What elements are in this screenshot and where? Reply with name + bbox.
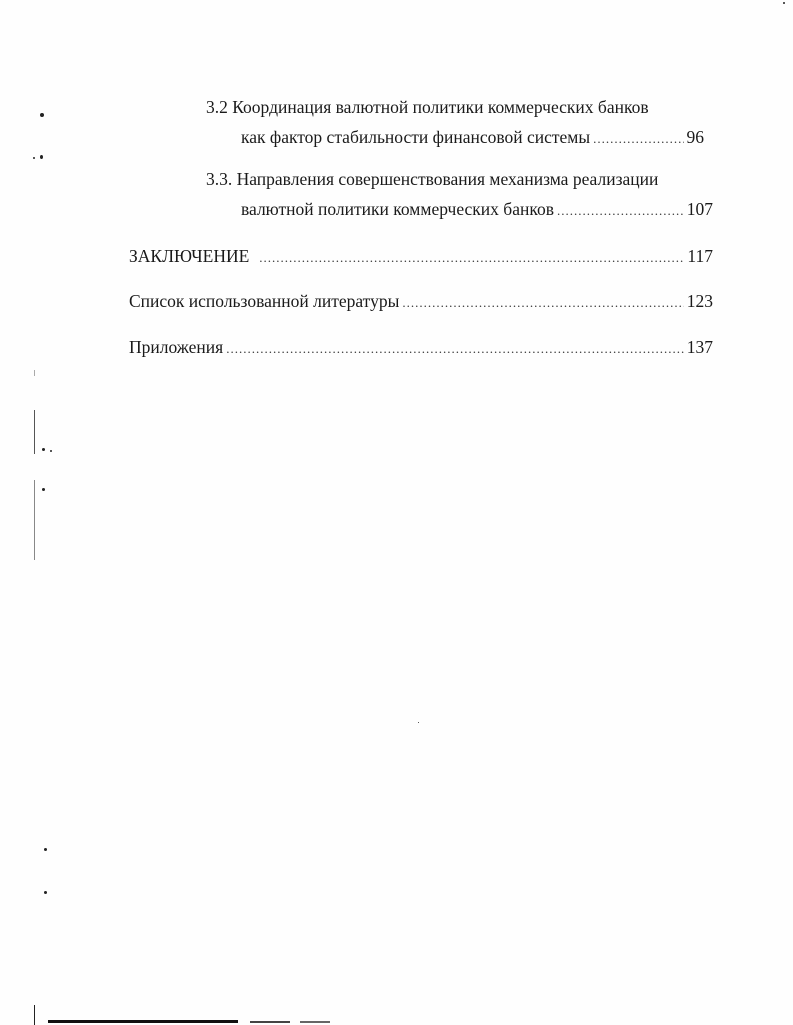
scan-speck [44,891,47,894]
toc-entry-3-3 [241,198,713,222]
toc-entry-appendices [129,336,713,360]
scan-speck [42,488,45,491]
toc-entry-3-2-title [206,96,649,118]
binding-edge-mark [34,480,35,560]
scan-speck [50,450,52,452]
toc-entry-3-3-title [206,168,658,190]
scan-speck [40,113,44,117]
toc-entry-3-3-line1: 3.3. Направления совершенствования механизма реализации [206,169,659,189]
toc-page-number: 96 [686,127,704,147]
binding-edge-mark [34,370,35,376]
binding-edge-mark [34,410,35,454]
toc-entry-3-3-line2: валютной политики коммерческих банков [241,199,554,219]
toc-entry-3-2-line2: как фактор стабильности финансовой системы [241,127,591,147]
toc-page-number: 123 [686,291,713,311]
dot-leader [593,128,683,150]
toc-page-number: 117 [687,246,713,266]
toc-page-number: 137 [686,337,713,357]
toc-entry-conclusion [129,245,713,269]
scan-speck [783,2,785,4]
toc-entry-references-title: Список использованной литературы [129,291,400,311]
binding-edge-mark [34,1005,35,1025]
toc-entry-references [129,290,713,314]
scan-speck [44,848,47,851]
toc-entry-conclusion-title: ЗАКЛЮЧЕНИЕ [129,246,250,266]
scan-speck [40,155,43,159]
dot-leader [557,200,684,222]
dot-leader [226,338,684,360]
dot-leader [402,292,683,314]
bottom-scan-edge [300,1021,330,1023]
toc-entry-appendices-title: Приложения [129,337,224,357]
toc-entry-3-2-line1: 3.2 Координация валютной политики коммерческих банков [206,97,649,117]
toc-page-number: 107 [686,199,713,219]
bottom-scan-edge [48,1020,238,1023]
toc-entry-3-2 [241,126,704,150]
scan-speck [33,157,35,159]
scan-speck [418,722,419,723]
bottom-scan-edge [250,1021,290,1023]
scan-speck [42,448,45,451]
dot-leader [259,247,684,269]
